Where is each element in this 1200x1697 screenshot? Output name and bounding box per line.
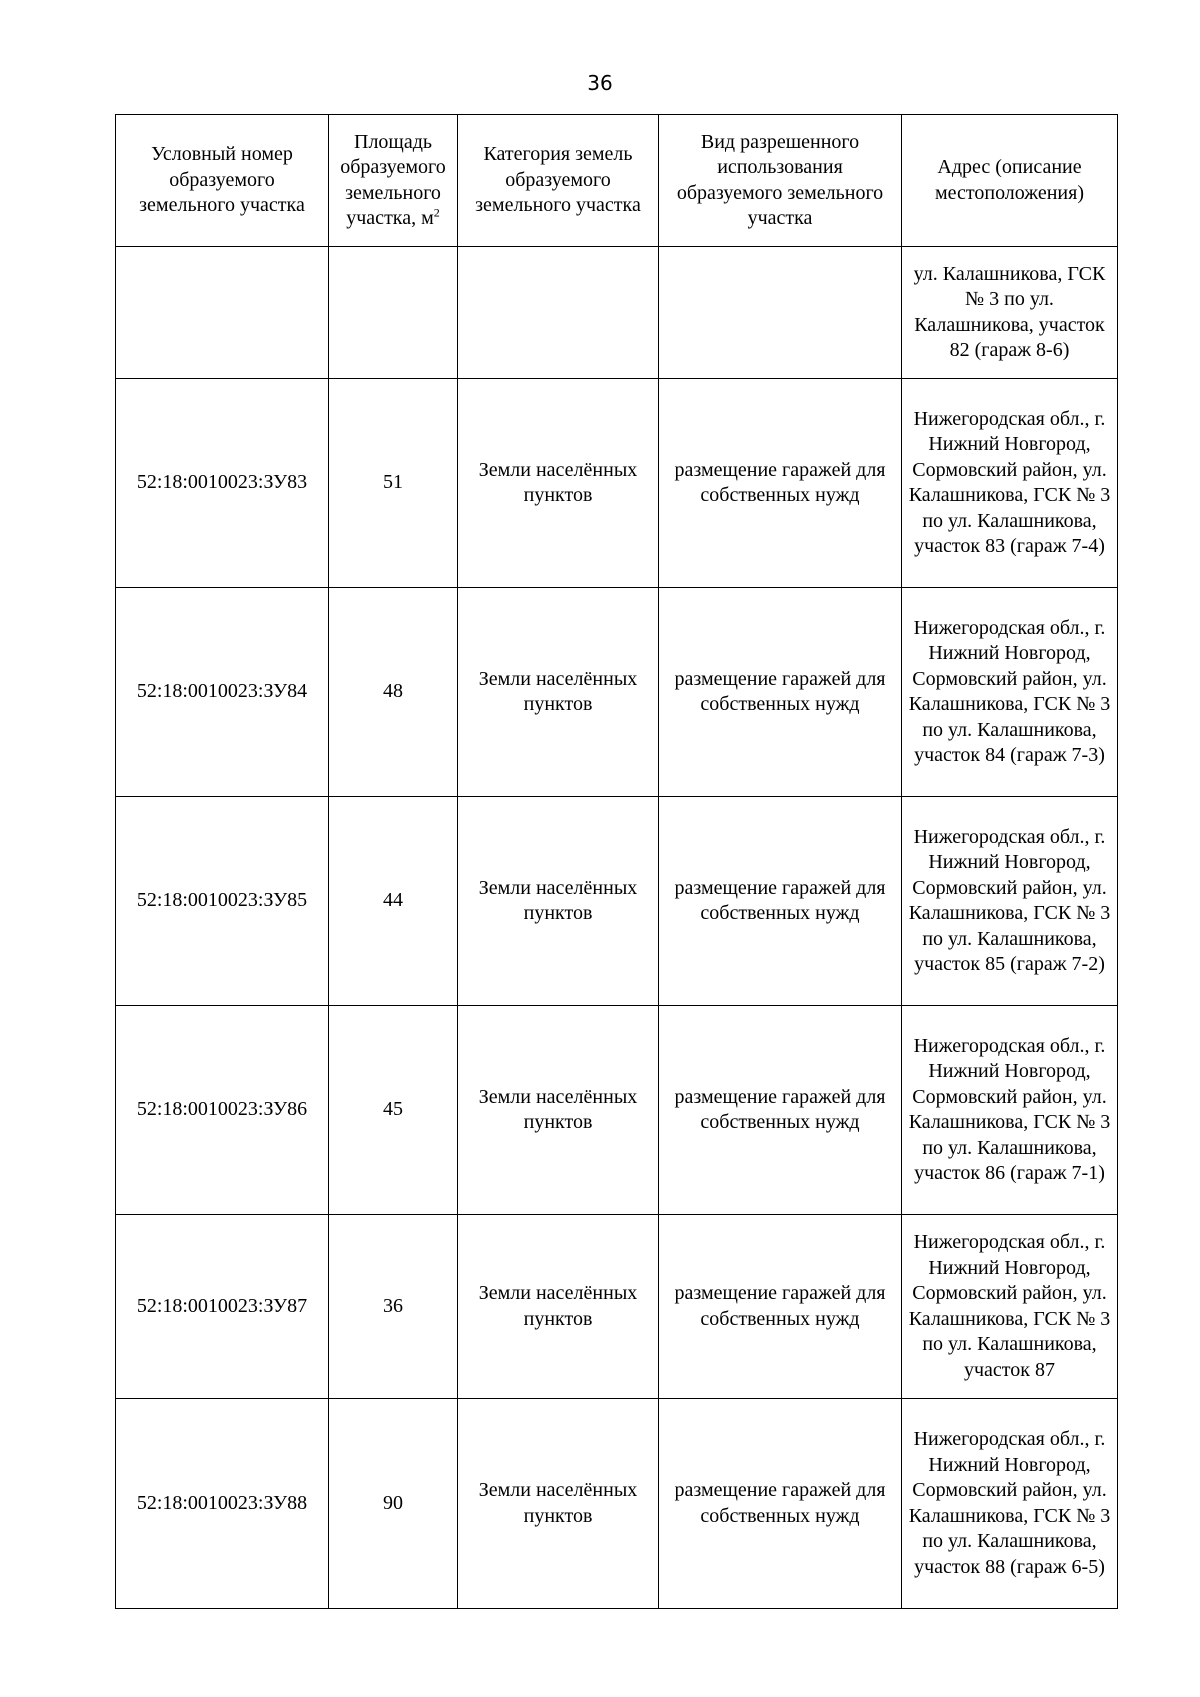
cell-plot-number: 52:18:0010023:ЗУ85 <box>116 797 329 1006</box>
cell-empty <box>458 247 659 379</box>
cell-permitted-use: размещение гаражей для собственных нужд <box>659 797 902 1006</box>
page-number: 36 <box>587 71 613 95</box>
table-header-row <box>116 115 1118 247</box>
cell-plot-number: 52:18:0010023:ЗУ84 <box>116 588 329 797</box>
cell-plot-number: 52:18:0010023:ЗУ83 <box>116 379 329 588</box>
header-address: Адрес (описание местоположения) <box>902 115 1118 247</box>
cell-area: 45 <box>329 1006 458 1215</box>
cell-area: 44 <box>329 797 458 1006</box>
header-area <box>329 115 458 247</box>
cell-empty <box>116 247 329 379</box>
cell-address: ул. Калашникова, ГСК № 3 по ул. Калашникова, участок 82 (гараж 8-6) <box>902 247 1118 379</box>
cell-land-category: Земли населённых пунктов <box>458 588 659 797</box>
table-row <box>116 379 1118 588</box>
cell-permitted-use: размещение гаражей для собственных нужд <box>659 1215 902 1399</box>
cell-land-category: Земли населённых пунктов <box>458 1006 659 1215</box>
cell-permitted-use: размещение гаражей для собственных нужд <box>659 1399 902 1609</box>
cell-land-category: Земли населённых пунктов <box>458 797 659 1006</box>
table-row-continuation <box>116 247 1118 379</box>
cell-land-category: Земли населённых пунктов <box>458 1399 659 1609</box>
table-row <box>116 1006 1118 1215</box>
cell-area: 36 <box>329 1215 458 1399</box>
cell-address: Нижегородская обл., г. Нижний Новгород, Сормовский район, ул. Калашникова, ГСК № 3 по ул. Калашникова, участок 86 (гараж 7-1) <box>902 1006 1118 1215</box>
cell-empty <box>329 247 458 379</box>
header-plot-number: Условный номер образуемого земельного участка <box>116 115 329 247</box>
cell-area: 48 <box>329 588 458 797</box>
cell-area: 51 <box>329 379 458 588</box>
cell-plot-number: 52:18:0010023:ЗУ87 <box>116 1215 329 1399</box>
cell-empty <box>659 247 902 379</box>
table-row <box>116 1399 1118 1609</box>
cell-address: Нижегородская обл., г. Нижний Новгород, Сормовский район, ул. Калашникова, ГСК № 3 по ул. Калашникова, участок 88 (гараж 6-5) <box>902 1399 1118 1609</box>
cell-plot-number: 52:18:0010023:ЗУ88 <box>116 1399 329 1609</box>
table-row <box>116 797 1118 1006</box>
cell-permitted-use: размещение гаражей для собственных нужд <box>659 588 902 797</box>
cell-land-category: Земли населённых пунктов <box>458 1215 659 1399</box>
header-land-category: Категория земель образуемого земельного участка <box>458 115 659 247</box>
table-row <box>116 1215 1118 1399</box>
cell-land-category: Земли населённых пунктов <box>458 379 659 588</box>
cell-permitted-use: размещение гаражей для собственных нужд <box>659 379 902 588</box>
cell-address: Нижегородская обл., г. Нижний Новгород, Сормовский район, ул. Калашникова, ГСК № 3 по ул. Калашникова, участок 87 <box>902 1215 1118 1399</box>
table-row <box>116 588 1118 797</box>
header-area-unit-sup: 2 <box>433 205 440 220</box>
cell-area: 90 <box>329 1399 458 1609</box>
cell-permitted-use: размещение гаражей для собственных нужд <box>659 1006 902 1215</box>
land-plots-table <box>115 114 1118 1609</box>
header-permitted-use: Вид разрешенного использования образуемого земельного участка <box>659 115 902 247</box>
cell-address: Нижегородская обл., г. Нижний Новгород, Сормовский район, ул. Калашникова, ГСК № 3 по ул. Калашникова, участок 84 (гараж 7-3) <box>902 588 1118 797</box>
cell-address: Нижегородская обл., г. Нижний Новгород, Сормовский район, ул. Калашникова, ГСК № 3 по ул. Калашникова, участок 83 (гараж 7-4) <box>902 379 1118 588</box>
header-area-label: Площадь образуемого земельного участка, м <box>340 130 446 229</box>
cell-address: Нижегородская обл., г. Нижний Новгород, Сормовский район, ул. Калашникова, ГСК № 3 по ул. Калашникова, участок 85 (гараж 7-2) <box>902 797 1118 1006</box>
cell-plot-number: 52:18:0010023:ЗУ86 <box>116 1006 329 1215</box>
